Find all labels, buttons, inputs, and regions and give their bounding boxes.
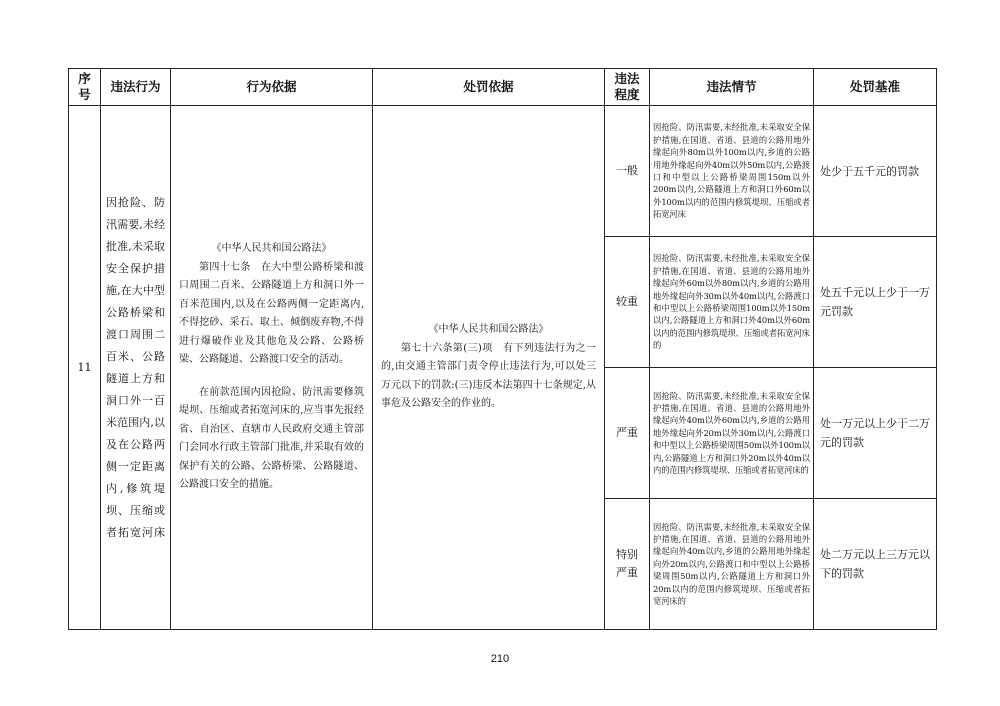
table-header-row [69,69,937,106]
header-standard: 处罚基准 [814,69,937,106]
circumstance-serious: 因抢险、防汛需要,未经批准,未采取安全保护措施,在国道、省道、县道的公路用地外缘起向外40m以外60m以内,乡道的公路用地外缘起向外20m以外30m以内,公路渡口和中型以上公路桥梁周围50m以外100m以内,公路隧道上方和洞口外20m以外40m以内的范围内修筑堤坝、压缩或者拓宽河床的 [650,368,814,499]
page-number: 210 [490,653,510,665]
degree-serious-moderate: 较重 [605,237,650,368]
header-circumstance: 违法情节 [650,69,814,106]
document-page [68,68,936,630]
behavior-article-para2: 在前款范围内因抢险、防汛需要修筑堤坝、压缩或者拓宽河床的,应当事先报经省、自治区、直辖市人民政府交通主管部门会同水行政主管部门批准,并采取有效的保护有关的公路、公路桥梁、公路隧道、公路渡口安全的措施。 [179,386,364,491]
behavior-article-para1: 第四十七条 在大中型公路桥梁和渡口周围二百米、公路隧道上方和洞口外一百米范围内,以及在公路两侧一定距离内,不得挖砂、采石、取土、倾倒废弃物,不得进行爆破作业及其他危及公路、公路桥梁、公路隧道、公路渡口安全的活动。 [179,261,364,366]
standard-serious-moderate: 处五千元以上少于一万元罚款 [814,237,937,368]
degree-especially-serious: 特别严重 [605,499,650,630]
header-penalty-basis: 处罚依据 [373,69,605,106]
header-behavior-basis: 行为依据 [171,69,373,106]
behavior-basis-cell [171,106,373,630]
penalty-law-title: 《中华人民共和国公路法》 [428,324,549,336]
header-degree: 违法程度 [605,69,650,106]
circumstance-general: 因抢险、防汛需要,未经批准,未采取安全保护措施,在国道、省道、县道的公路用地外缘起向外80m以外100m以内,乡道的公路用地外缘起向外40m以外50m以内,公路渡口和中型以上公路桥梁周围150m以外200m以内,公路隧道上方和洞口外60m以外100m以内的范围内修筑堤坝、压缩或者拓宽河床 [650,106,814,237]
behavior-law-title: 《中华人民共和国公路法》 [211,243,332,255]
standard-general: 处少于五千元的罚款 [814,106,937,237]
circumstance-serious-moderate: 因抢险、防汛需要,未经批准,未采取安全保护措施,在国道、省道、县道的公路用地外缘起向外60m以外80m以内,乡道的公路用地外缘起向外30m以外40m以内,公路渡口和中型以上公路桥梁周围100m以外150m以内,公路隧道上方和洞口外40m以外60m以内的范围内修筑堤坝、压缩或者拓宽河床的 [650,237,814,368]
table-row [69,106,937,237]
standard-serious: 处一万元以上少于二万元的罚款 [814,368,937,499]
degree-serious: 严重 [605,368,650,499]
header-no: 序号 [69,69,101,106]
header-violation: 违法行为 [101,69,171,106]
circumstance-especially-serious: 因抢险、防汛需要,未经批准,未采取安全保护措施,在国道、省道、县道的公路用地外缘起向外40m以内,乡道的公路用地外缘起向外20m以内,公路渡口和中型以上公路桥梁周围50m以内,公路隧道上方和洞口外20m以内的范围内修筑堤坝、压缩或者拓宽河床的 [650,499,814,630]
degree-general: 一般 [605,106,650,237]
violation-cell: 因抢险、防汛需要,未经批准,未采取安全保护措施,在大中型公路桥梁和渡口周围二百米、公路隧道上方和洞口外一百米范围内,以及在公路两侧一定距离内,修筑堤坝、压缩或者拓宽河床 [101,106,171,630]
standard-especially-serious: 处二万元以上三万元以下的罚款 [814,499,937,630]
row-number: 11 [69,106,101,630]
penalty-table [68,68,937,630]
penalty-basis-cell [373,106,605,630]
penalty-article-para1: 第七十六条第(三)项 有下列违法行为之一的,由交通主管部门责令停止违法行为,可以处三万元以下的罚款:(三)违反本法第四十七条规定,从事危及公路安全的作业的。 [381,342,596,410]
